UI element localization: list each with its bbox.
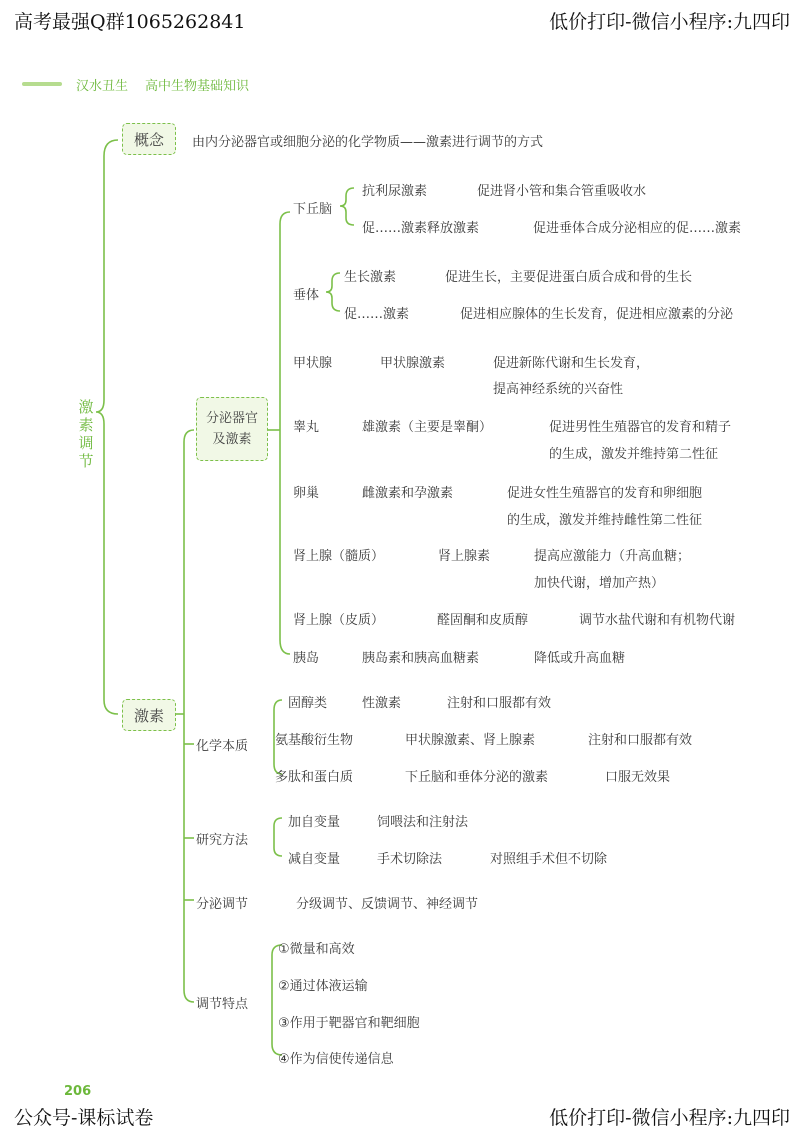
secretion-label: 分泌调节 [196,897,249,912]
gland-pituitary: 垂体 [293,288,320,303]
hormone-name: 甲状腺激素 [380,356,446,371]
research-detail: 饲喂法和注射法 [377,815,469,830]
hormone-name: 醛固酮和皮质醇 [437,613,529,628]
research-detail: 手术切除法 [377,852,443,867]
hormone-function-cont: 的生成，激发并维持第二性征 [549,447,719,462]
watermark-top-right: 低价打印-微信小程序:九四印 [549,11,790,33]
hormone-function: 促进男性生殖器官的发育和精子 [549,420,732,435]
hormone-function: 促进女性生殖器官的发育和卵细胞 [507,486,703,501]
chem-admin: 注射和口服都有效 [588,733,693,748]
hormone-function-cont: 的生成，激发并维持雌性第二性征 [507,513,703,528]
feature-item: ①微量和高效 [278,942,355,957]
research-control: 对照组手术但不切除 [490,852,608,867]
gland-hypothalamus: 下丘脑 [293,202,333,217]
chem-example: 下丘脑和垂体分泌的激素 [405,770,549,785]
hormone-name: 生长激素 [344,270,397,285]
hormone-function: 促进肾小管和集合管重吸收水 [477,184,647,199]
glands-box [196,397,268,461]
hormone-function: 促进生长，主要促进蛋白质合成和骨的生长 [445,270,693,285]
feature-item: ④作为信使传递信息 [278,1052,394,1067]
hormone-name: 胰岛素和胰高血糖素 [362,651,480,666]
hormone-name: 雄激素（主要是睾酮） [362,420,493,435]
chem-example: 甲状腺激素、肾上腺素 [405,733,536,748]
hormone-function-cont: 加快代谢，增加产热） [534,576,665,591]
root-topic: 激素调节 [78,398,94,470]
chem-class: 氨基酸衍生物 [275,733,354,748]
gland-testis: 睾丸 [293,420,320,435]
chem-admin: 注射和口服都有效 [447,696,552,711]
watermark-top-left: 高考最强Q群1065262841 [14,11,246,33]
gland-thyroid: 甲状腺 [293,356,333,371]
hormone-function: 提高应激能力（升高血糖； [534,549,691,564]
hormone-function: 促进垂体合成分泌相应的促……激素 [533,221,742,236]
gland-adrenal-medulla: 肾上腺（髓质） [293,549,385,564]
hormone-function: 促进相应腺体的生长发育，促进相应激素的分泌 [460,307,734,322]
research-method: 减自变量 [288,852,341,867]
header-subtitle: 高中生物基础知识 [145,79,250,94]
hormone-function-cont: 提高神经系统的兴奋性 [493,382,624,397]
feature-item: ③作用于靶器官和靶细胞 [278,1016,420,1031]
glands-label-line1: 分泌器官 [205,411,258,426]
concept-box: 概念 [122,123,176,155]
hormone-name: 促……激素 [344,307,410,322]
hormone-name: 肾上腺素 [438,549,491,564]
research-label: 研究方法 [196,833,249,848]
header-book: 汉水丑生 [76,79,129,94]
hormone-name: 抗利尿激素 [362,184,428,199]
gland-adrenal-cortex: 肾上腺（皮质） [293,613,385,628]
chem-example: 性激素 [362,696,402,711]
gland-ovary: 卵巢 [293,486,320,501]
watermark-bottom-left: 公众号-课标试卷 [14,1107,154,1129]
hormone-function: 调节水盐代谢和有机物代谢 [579,613,736,628]
chemistry-label: 化学本质 [196,739,249,754]
chem-class: 多肽和蛋白质 [275,770,354,785]
hormone-function: 促进新陈代谢和生长发育， [493,356,650,371]
hormone-name: 促……激素释放激素 [362,221,480,236]
gland-pancreas: 胰岛 [293,651,320,666]
hormone-box: 激素 [122,699,176,731]
hormone-function: 降低或升高血糖 [534,651,626,666]
page-number: 206 [64,1084,92,1099]
secretion-text: 分级调节、反馈调节、神经调节 [296,897,479,912]
hormone-name: 雌激素和孕激素 [362,486,454,501]
watermark-bottom-right: 低价打印-微信小程序:九四印 [549,1107,790,1129]
chem-class: 固醇类 [288,696,328,711]
research-method: 加自变量 [288,815,341,830]
chem-admin: 口服无效果 [605,770,671,785]
feature-item: ②通过体液运输 [278,979,368,994]
concept-definition: 由内分泌器官或细胞分泌的化学物质——激素进行调节的方式 [192,135,544,150]
features-label: 调节特点 [196,997,249,1012]
glands-label-line2: 及激素 [212,432,252,447]
